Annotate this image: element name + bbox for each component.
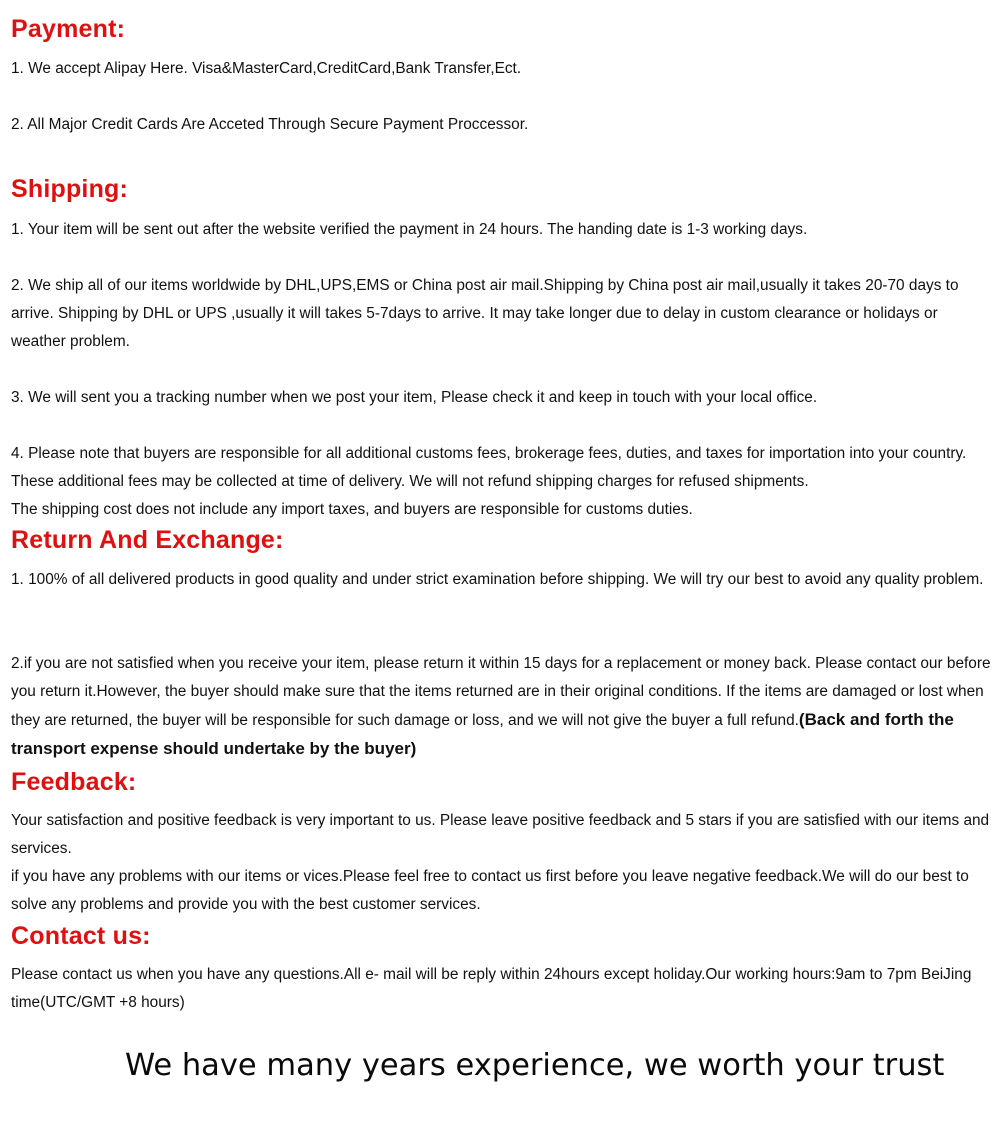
return-item-2-text: 2.if you are not satisfied when you receive your item, please return it within 15 days for a replacement or money back. Please contact our before you return it.However, the buyer should make sure that the items returned are in their original conditions. If the items are damaged or lost when they are returned, the buyer will be responsible for such damage or loss, and we will not give the buyer a full refund. [11,655,991,729]
shipping-item-3: 3. We will sent you a tracking number when we post your item, Please check it and keep in touch with your local office. [11,389,818,406]
return-transport-note: (Back and forth the transport expense should undertake by the buyer) [11,710,954,758]
payment-heading: Payment: [11,15,126,43]
contact-item-1: Please contact us when you have any questions.All e- mail will be reply within 24hours except holiday.Our working hours:9am to 7pm BeiJing time(UTC/GMT +8 hours) [11,966,972,1011]
feedback-item-2: if you have any problems with our items or vices.Please feel free to contact us first before you leave negative feedback.We will do our best to solve any problems and provide you with the best customer services. [11,868,969,913]
feedback-item-1: Your satisfaction and positive feedback is very important to us. Please leave positive feedback and 5 stars if you are satisfied with our items and services. [11,812,990,857]
shipping-item-1: 1. Your item will be sent out after the website verified the payment in 24 hours. The handing date is 1-3 working days. [11,221,808,238]
trust-slogan: We have many years experience, we worth your trust [125,1048,945,1083]
payment-item-1: 1. We accept Alipay Here. Visa&MasterCard,CreditCard,Bank Transfer,Ect. [11,60,522,77]
return-exchange-heading: Return And Exchange: [11,526,284,554]
shipping-heading: Shipping: [11,175,129,203]
return-item-1: 1. 100% of all delivered products in good quality and under strict examination before shipping. We will try our best to avoid any quality problem. [11,571,984,588]
contact-heading: Contact us: [11,922,151,950]
shipping-item-4: 4. Please note that buyers are responsible for all additional customs fees, brokerage fees, duties, and taxes for importation into your country. These additional fees may be collected at time of delivery. We will not refund shipping charges for refused shipments. [11,445,967,490]
feedback-heading: Feedback: [11,768,137,796]
shipping-item-2: 2. We ship all of our items worldwide by DHL,UPS,EMS or China post air mail.Shipping by China post air mail,usually it takes 20-70 days to arrive. Shipping by DHL or UPS ,usually it will takes 5-7days to arrive. It may take longer due to delay in custom clearance or holidays or weather problem. [11,277,959,350]
return-item-2 [11,650,991,764]
payment-item-2: 2. All Major Credit Cards Are Acceted Through Secure Payment Proccessor. [11,116,529,133]
shipping-item-5: The shipping cost does not include any import taxes, and buyers are responsible for customs duties. [11,501,693,518]
